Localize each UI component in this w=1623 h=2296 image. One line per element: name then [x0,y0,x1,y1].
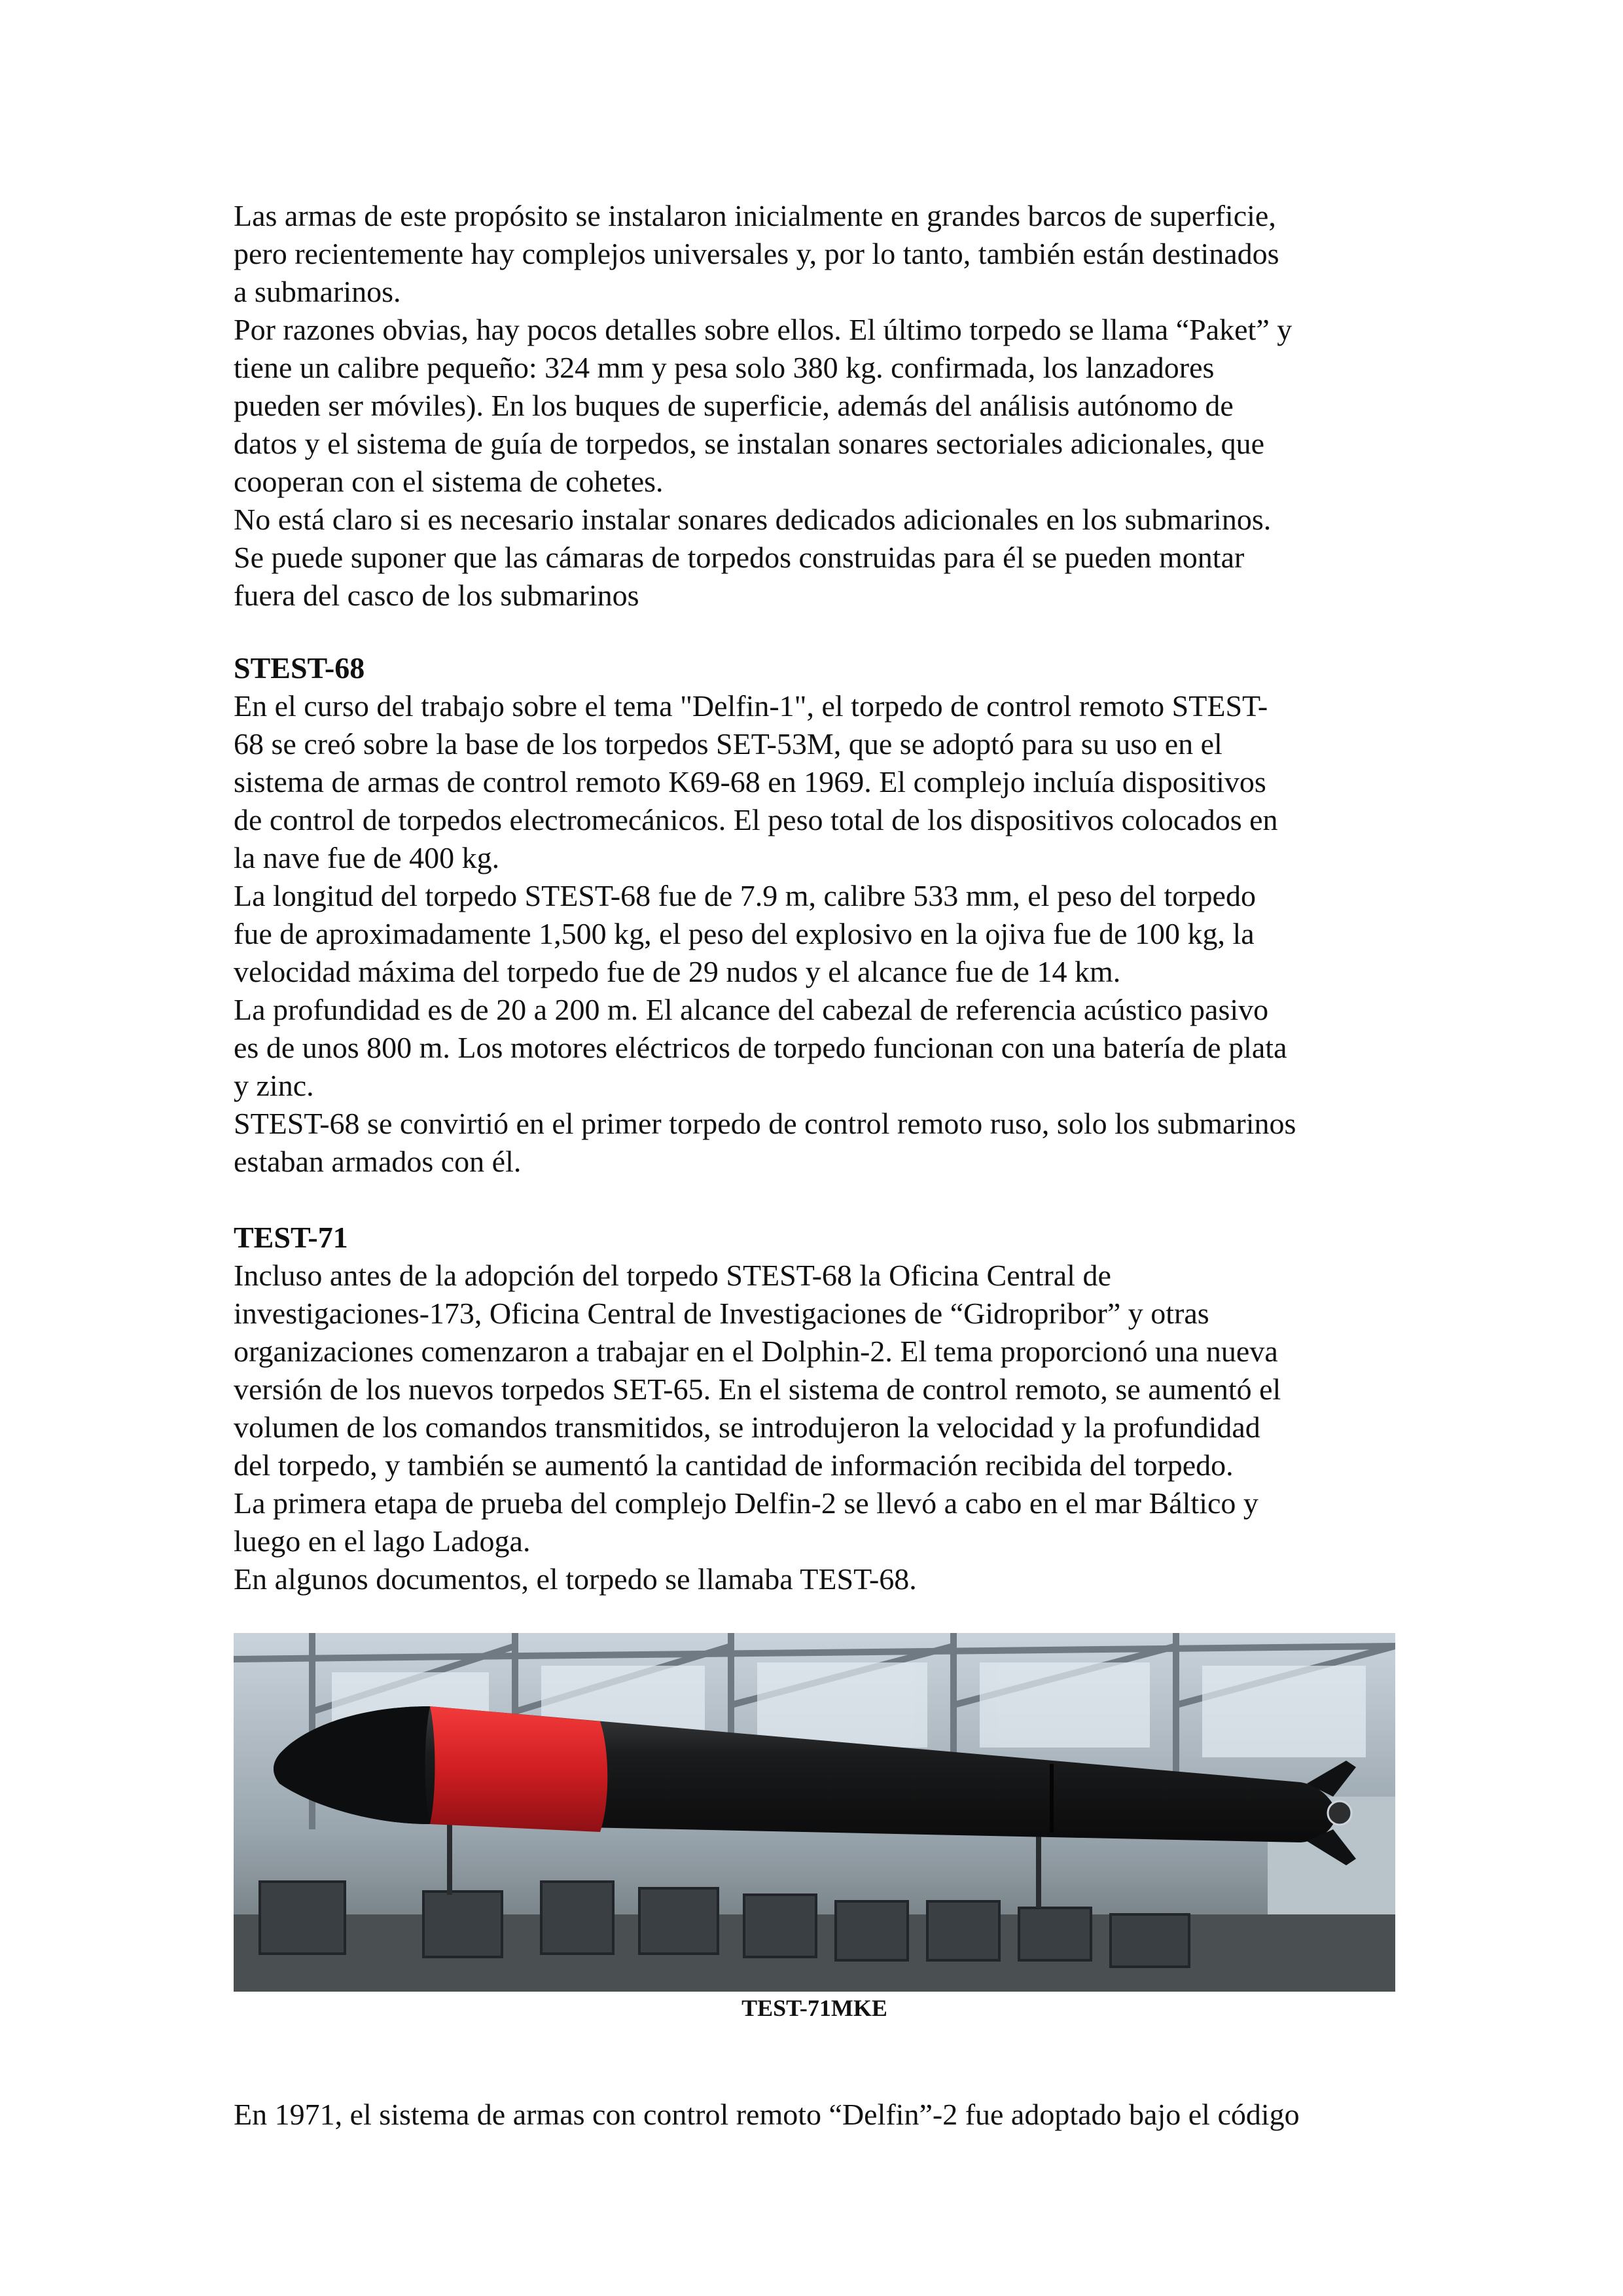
text-line: Incluso antes de la adopción del torpedo STEST-68 la Oficina Central de [234,1259,1111,1292]
text-line: No está claro si es necesario instalar sonares dedicados adicionales en los submarinos. [234,503,1272,536]
text-line: organizaciones comenzaron a trabajar en el Dolphin-2. El tema proporcionó una nueva [234,1335,1278,1368]
text-line: del torpedo, y también se aumentó la cantidad de información recibida del torpedo. [234,1448,1234,1482]
figure-caption: TEST-71MKE [741,1995,887,2021]
text-line: de control de torpedos electromecánicos. El peso total de los dispositivos colocados en [234,803,1278,836]
text-line: En el curso del trabajo sobre el tema "Delfin-1", el torpedo de control remoto STEST- [234,689,1268,723]
text-line: pueden ser móviles). En los buques de superficie, además del análisis autónomo de [234,389,1234,422]
text-line: sistema de armas de control remoto K69-68 en 1969. El complejo incluía dispositivos [234,765,1266,798]
text-line: Por razones obvias, hay pocos detalles sobre ellos. El último torpedo se llama “Paket” y [234,313,1293,346]
text-line: 68 se creó sobre la base de los torpedos SET-53M, que se adoptó para su uso en el [234,727,1222,761]
text-line: STEST-68 se convirtió en el primer torpedo de control remoto ruso, solo los submarinos [234,1107,1296,1140]
text-line: datos y el sistema de guía de torpedos, se instalan sonares sectoriales adicionales, que [234,427,1265,460]
closing-paragraph: En 1971, el sistema de armas con control remoto “Delfin”-2 fue adoptado bajo el código [234,2098,1300,2131]
text-line: La longitud del torpedo STEST-68 fue de 7.9 m, calibre 533 mm, el peso del torpedo [234,879,1256,912]
section-stest-68 [234,649,1412,1181]
text-line: tiene un calibre pequeño: 324 mm y pesa solo 380 kg. confirmada, los lanzadores [234,351,1215,384]
text-line: velocidad máxima del torpedo fue de 29 nudos y el alcance fue de 14 km. [234,955,1121,988]
section-heading: TEST-71 [234,1221,348,1254]
text-line: La profundidad es de 20 a 200 m. El alcance del cabezal de referencia acústico pasivo [234,993,1269,1026]
section-heading: STEST-68 [234,651,365,685]
text-line: luego en el lago Ladoga. [234,1524,531,1558]
propeller [1328,1801,1351,1825]
text-line: investigaciones-173, Oficina Central de Investigaciones de “Gidropribor” y otras [234,1297,1209,1330]
text-line: En algunos documentos, el torpedo se llamaba TEST-68. [234,1562,917,1596]
intro-paragraph [234,197,1412,615]
text-line: la nave fue de 400 kg. [234,841,500,874]
text-line: La primera etapa de prueba del complejo Delfin-2 se llevó a cabo en el mar Báltico y [234,1486,1258,1520]
text-line: volumen de los comandos transmitidos, se introdujeron la velocidad y la profundidad [234,1410,1260,1444]
torpedo-red-band [430,1706,607,1832]
torpedo-photo [234,1633,1395,1992]
text-line: y zinc. [234,1069,314,1102]
text-line: es de unos 800 m. Los motores eléctricos de torpedo funcionan con una batería de plata [234,1031,1287,1064]
text-line: estaban armados con él. [234,1145,522,1178]
torpedo-illustration [234,1633,1395,1992]
text-line: Se puede suponer que las cámaras de torpedos construidas para él se pueden montar [234,541,1245,574]
section-test-71 [234,1219,1412,1598]
text-line: fuera del casco de los submarinos [234,579,639,612]
text-line: cooperan con el sistema de cohetes. [234,465,664,498]
text-line: fue de aproximadamente 1,500 kg, el peso del explosivo en la ojiva fue de 100 kg, la [234,917,1255,950]
text-line: Las armas de este propósito se instalaron inicialmente en grandes barcos de superficie, [234,199,1276,232]
text-line: a submarinos. [234,275,401,308]
text-line: pero recientemente hay complejos universales y, por lo tanto, también están destinados [234,237,1279,270]
text-line: versión de los nuevos torpedos SET-65. En el sistema de control remoto, se aumentó el [234,1372,1281,1406]
